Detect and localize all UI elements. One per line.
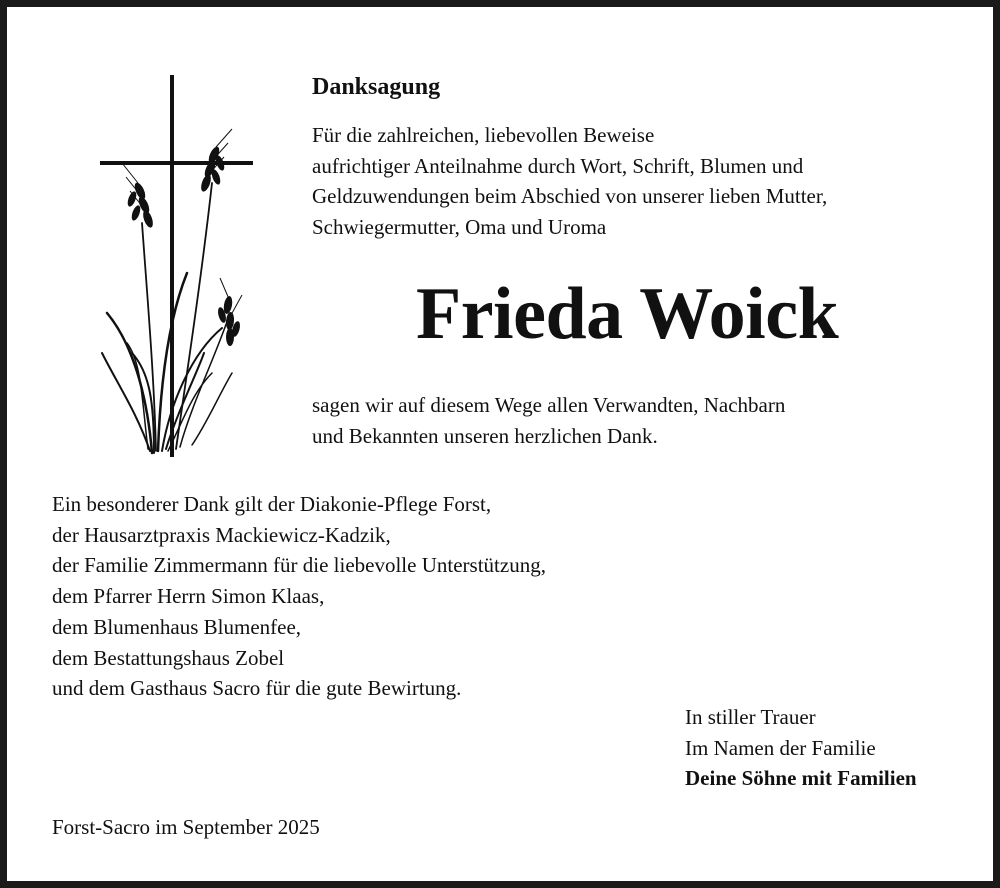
heading: Danksagung: [312, 74, 441, 100]
intro-text: [312, 120, 827, 242]
special-thanks-line: und dem Gasthaus Sacro für die gute Bewirtung.: [52, 676, 462, 701]
deceased-name: Frieda Woick: [416, 273, 839, 355]
special-thanks-line: dem Bestattungshaus Zobel: [52, 645, 285, 670]
intro-line: aufrichtiger Anteilnahme durch Wort, Schrift, Blumen und: [312, 153, 804, 178]
intro-line: Für die zahlreichen, liebevollen Beweise: [312, 123, 655, 147]
intro-line: Schwiegermutter, Oma und Uroma: [312, 214, 607, 239]
special-thanks-line: Ein besonderer Dank gilt der Diakonie-Pflege Forst,: [52, 492, 492, 516]
special-thanks-line: der Familie Zimmermann für die liebevolle Unterstützung,: [52, 553, 546, 578]
signature-family: Deine Söhne mit Familien: [685, 766, 917, 790]
special-thanks: [52, 489, 546, 704]
place-date: Forst-Sacro im September 2025: [52, 815, 320, 839]
intro-line: Geldzuwendungen beim Abschied von unserer lieben Mutter,: [312, 184, 828, 208]
message-line: und Bekannten unseren herzlichen Dank.: [312, 424, 658, 448]
message-line: sagen wir auf diesem Wege allen Verwandten, Nachbarn: [312, 393, 786, 417]
special-thanks-line: dem Pfarrer Herrn Simon Klaas,: [52, 584, 325, 609]
thanks-message: [312, 390, 785, 452]
cross-with-wheat-icon: [92, 73, 262, 459]
signature-line: Im Namen der Familie: [685, 735, 876, 760]
special-thanks-line: dem Blumenhaus Blumenfee,: [52, 614, 302, 639]
special-thanks-line: der Hausarztpraxis Mackiewicz-Kadzik,: [52, 522, 391, 547]
signature-line: In stiller Trauer: [685, 705, 816, 729]
signature: [685, 702, 917, 794]
